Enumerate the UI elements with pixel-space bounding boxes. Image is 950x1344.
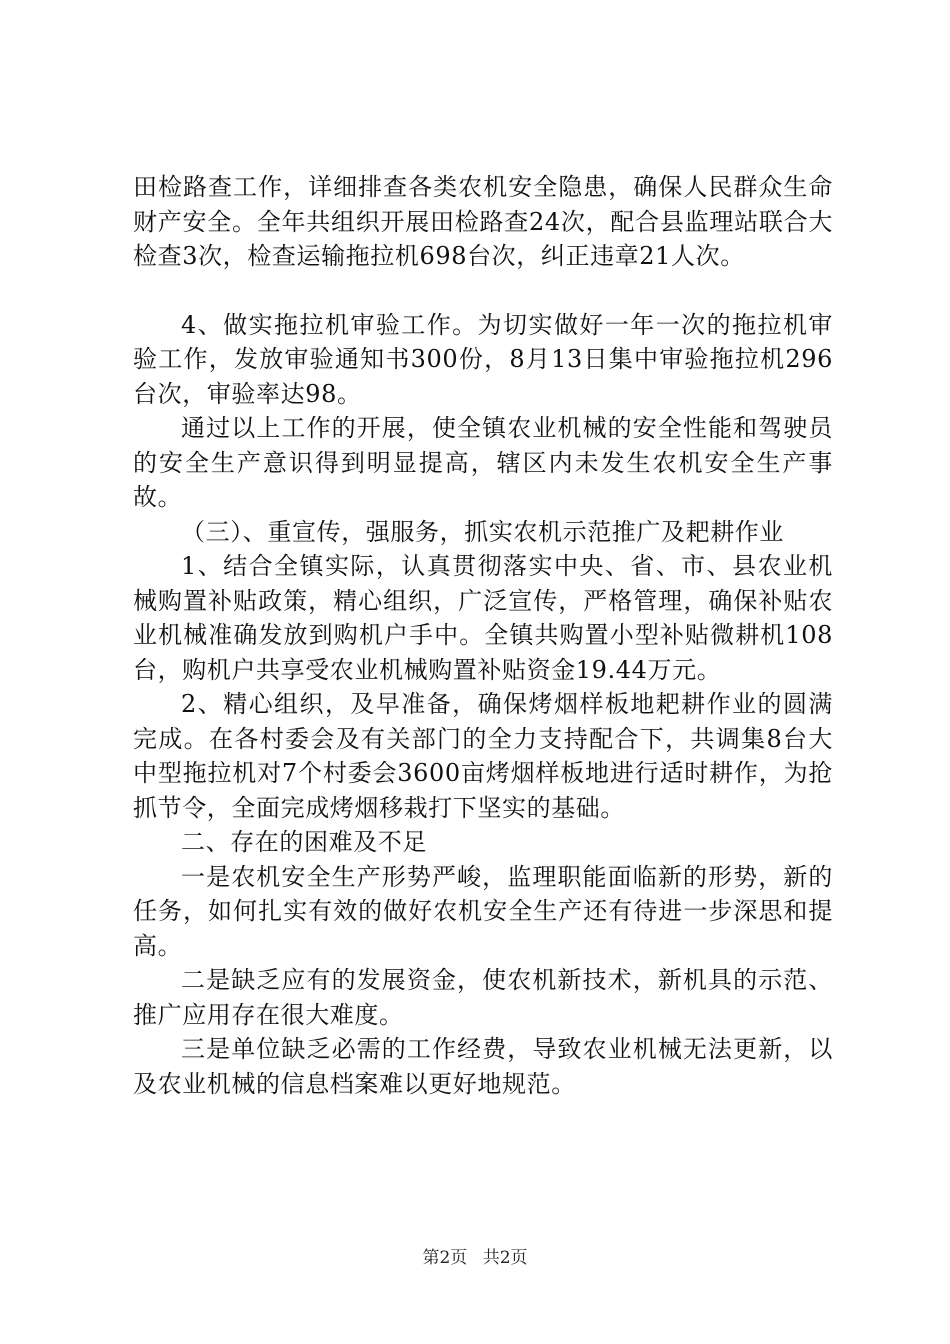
page-number: 第2页: [422, 1248, 468, 1268]
section-heading-difficulties: 二、存在的困难及不足: [181, 828, 427, 856]
paragraph-inspection: 田检路查工作，详细排查各类农机安全隐患，确保人民群众生命财产安全。全年共组织开展田检路查24次，配合县监理站联合大检查3次，检查运输拖拉机698台次，纠正违章21人次。: [133, 173, 833, 270]
paragraph-difficulty-one: 一是农机安全生产形势严峻，监理职能面临新的形势，新的任务，如何扎实有效的做好农机安全生产还有待进一步深思和提高。: [133, 862, 833, 960]
paragraph-subsidy: 1、结合全镇实际，认真贯彻落实中央、省、市、县农业机械购置补贴政策，精心组织，广泛宣传，严格管理，确保补贴农业机械准确发放到购机户手中。全镇共购置小型补贴微耕机108台，购机户共享受农业机械购置补贴资金19.44万元。: [133, 552, 833, 684]
paragraph-difficulty-three: 三是单位缺乏必需的工作经费，导致农业机械无法更新，以及农业机械的信息档案难以更好地规范。: [133, 1035, 833, 1098]
document-body: [133, 170, 833, 1101]
page-total: 共2页: [482, 1248, 528, 1268]
page-footer: [0, 1243, 950, 1268]
paragraph-tractor-review: 4、做实拖拉机审验工作。为切实做好一年一次的拖拉机审验工作，发放审验通知书300份，8月13日集中审验拖拉机296台次，审验率达98。: [133, 310, 833, 408]
paragraph-difficulty-two: 二是缺乏应有的发展资金，使农机新技术，新机具的示范、推广应用存在很大难度。: [133, 966, 833, 1029]
paragraph-tobacco-plowing: 2、精心组织，及早准备，确保烤烟样板地耙耕作业的圆满完成。在各村委会及有关部门的全力支持配合下，共调集8台大中型拖拉机对7个村委会3600亩烤烟样板地进行适时耕作，为抢抓节令，全面完成烤烟移栽打下坚实的基础。: [133, 690, 833, 822]
section-heading-three: （三）、重宣传，强服务，抓实农机示范推广及耙耕作业: [181, 517, 784, 546]
paragraph-safety-result: 通过以上工作的开展，使全镇农业机械的安全性能和驾驶员的安全生产意识得到明显提高，辖区内未发生农机安全生产事故。: [133, 414, 833, 511]
